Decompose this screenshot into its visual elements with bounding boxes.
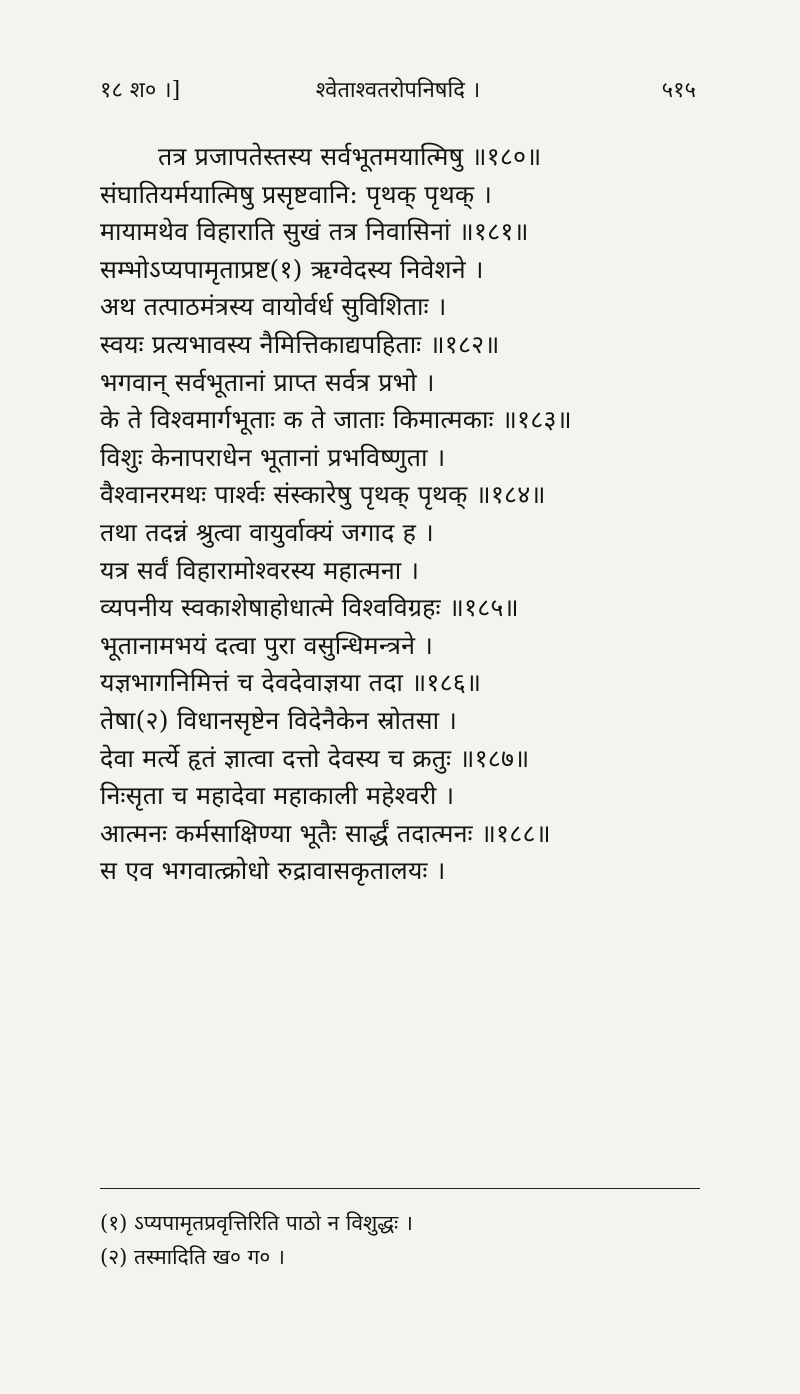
- verse-line: तत्र प्रजापतेस्तस्य सर्वभूतमयात्मिषु ॥१८०॥: [158, 142, 542, 171]
- verse-line: स्वयः प्रत्यभावस्य नैमित्तिकाद्यपहिताः ॥१८२॥: [100, 329, 500, 359]
- footnote-divider: [100, 1188, 700, 1189]
- verse-line: वैश्वानरमथः पार्श्वः संस्कारेषु पृथक् पृथक् ॥१८४॥: [100, 480, 546, 510]
- header-chapter-ref: १८ श० ।]: [100, 78, 181, 103]
- verse-line: तथा तदन्नं श्रुत्वा वायुर्वाक्यं जगाद ह ।: [100, 517, 434, 547]
- footnotes: [100, 1206, 700, 1274]
- running-header: [100, 74, 696, 110]
- verse-line: भूतानामभयं दत्वा पुरा वसुन्धिमन्त्रने ।: [100, 630, 434, 660]
- footnote-1: (१) ऽप्यपामृतप्रवृत्तिरिति पाठो न विशुद्धः ।: [100, 1211, 413, 1235]
- verse-line: यत्र सर्वं विहारामोश्वरस्य महात्मना ।: [100, 555, 420, 585]
- verse-line: व्यपनीय स्वकाशेषाहोधात्मे विश्वविग्रहः ॥१८५॥: [100, 593, 519, 623]
- verse-line: निःसृता च महादेवा महाकाली महेश्वरी ।: [100, 781, 455, 811]
- verse-line: सम्भोऽप्यपामृताप्रष्ट(१) ऋग्वेदस्य निवेशने ।: [100, 254, 484, 284]
- verse-line: भगवान् सर्वभूतानां प्राप्त सर्वत्र प्रभो ।: [100, 367, 435, 397]
- header-title: श्वेताश्वतरोपनिषदि ।: [315, 78, 481, 103]
- verse-line: के ते विश्वमार्गभूताः क ते जाताः किमात्मकाः ॥१८३॥: [100, 405, 572, 435]
- verse-block: [100, 138, 740, 890]
- verse-line: विशुः केनापराधेन भूतानां प्रभविष्णुता ।: [100, 442, 446, 472]
- verse-line: अथ तत्पाठमंत्रस्य वायोर्वर्ध सुविशिताः ।: [100, 292, 447, 322]
- verse-line: मायामथेव विहाराति सुखं तत्र निवासिनां ॥१८१॥: [100, 217, 529, 247]
- verse-line: तेषा(२) विधानसृष्टेन विदेनैकेन स्रोतसा ।: [100, 705, 458, 735]
- verse-line: यज्ञभागनिमित्तं च देवदेवाज्ञया तदा ॥१८६॥: [100, 668, 482, 698]
- footnote-2: (२) तस्मादिति ख० ग० ।: [100, 1245, 285, 1269]
- page-number: ५१५: [661, 78, 696, 103]
- verse-line: संघातियर्मयात्मिषु प्रसृष्टवानि: पृथक् पृथक् ।: [100, 179, 493, 209]
- verse-line: देवा मर्त्ये हृतं ज्ञात्वा दत्तो देवस्य च क्रतुः ॥१८७॥: [100, 743, 530, 773]
- verse-line: स एव भगवात्क्रोधो रुद्रावासकृतालयः ।: [100, 856, 446, 886]
- verse-line: आत्मनः कर्मसाक्षिण्या भूतैः सार्द्धं तदात्मनः ॥१८८॥: [100, 818, 551, 848]
